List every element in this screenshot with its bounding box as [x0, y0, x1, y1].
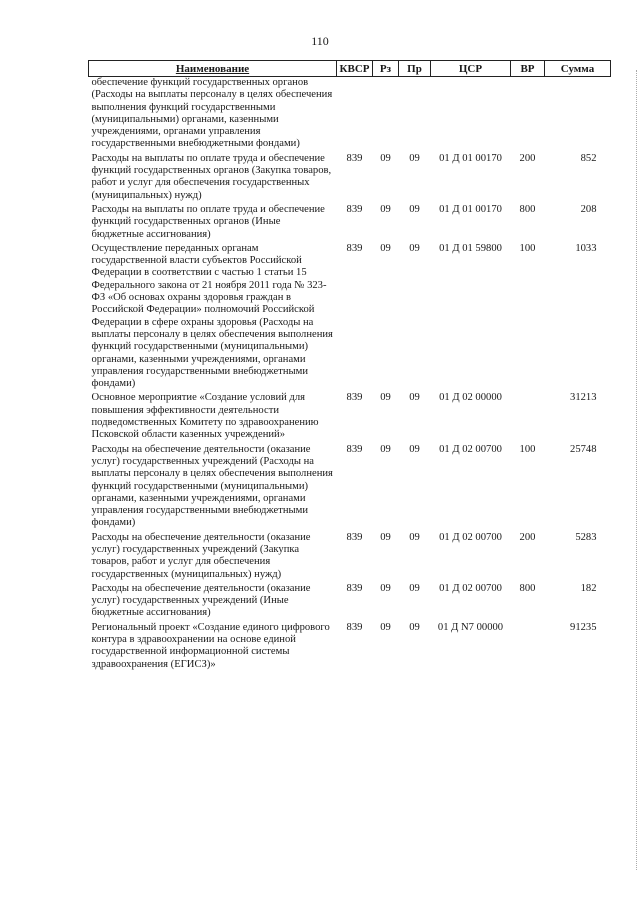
- cell-rz: 09: [380, 531, 391, 543]
- cell-rz: 09: [380, 392, 391, 404]
- cell-vr: 200: [519, 531, 536, 543]
- cell-kvsr: 839: [346, 531, 363, 543]
- cell-vr: 800: [519, 203, 536, 215]
- cell-vr: 800: [519, 582, 536, 594]
- budget-table: [88, 60, 611, 673]
- cell-name: Расходы на выплаты по оплате труда и обеспечение функций государственных органов (Иные бюджетные ассигнования): [91, 203, 325, 240]
- cell-pr: 09: [409, 392, 420, 404]
- cell-csr: 01 Д 01 59800: [439, 242, 502, 254]
- cell-name: Расходы на обеспечение деятельности (оказание услуг) государственных учреждений (Иные бюджетные ассигнования): [91, 582, 311, 619]
- cell-kvsr: 839: [346, 203, 363, 215]
- header-sum: Сумма: [545, 61, 611, 77]
- cell-pr: 09: [409, 531, 420, 543]
- table-row: [89, 583, 611, 622]
- cell-vr: 200: [519, 152, 536, 164]
- cell-sum: 5283: [575, 531, 597, 543]
- cell-csr: 01 Д N7 00000: [437, 621, 504, 633]
- header-pr: Пр: [399, 61, 431, 77]
- cell-name: Расходы на выплаты по оплате труда и обеспечение функций государственных органов (Закупка товаров, работ и услуг для обеспечения государственных (муниципальных) нужд): [91, 152, 332, 201]
- cell-kvsr: 839: [346, 621, 363, 633]
- header-rz: Рз: [373, 61, 399, 77]
- cell-kvsr: 839: [346, 582, 363, 594]
- table-row: [89, 77, 611, 153]
- cell-vr: 100: [519, 443, 536, 455]
- cell-csr: 01 Д 02 00700: [439, 582, 502, 594]
- table-row: [89, 243, 611, 393]
- cell-csr: 01 Д 01 00170: [439, 152, 502, 164]
- cell-sum: 208: [580, 203, 597, 215]
- cell-csr: 01 Д 02 00700: [439, 443, 502, 455]
- table-row: [89, 204, 611, 243]
- cell-name: Региональный проект «Создание единого цифрового контура в здравоохранении на основе единой государственной информационной системы здравоохранения (ЕГИСЗ)»: [91, 621, 330, 670]
- cell-rz: 09: [380, 582, 391, 594]
- table-row: [89, 392, 611, 443]
- cell-rz: 09: [380, 443, 391, 455]
- cell-csr: [431, 77, 511, 153]
- table-header-row: [89, 61, 611, 77]
- cell-kvsr: [337, 77, 373, 153]
- cell-kvsr: 839: [346, 443, 363, 455]
- cell-sum: 182: [580, 582, 597, 594]
- page-number: 110: [311, 34, 329, 48]
- cell-pr: 09: [409, 152, 420, 164]
- cell-vr: [511, 392, 545, 443]
- cell-csr: 01 Д 01 00170: [439, 203, 502, 215]
- cell-vr: [511, 77, 545, 153]
- header-kvsr: КВСР: [337, 61, 373, 77]
- cell-sum: [545, 77, 611, 153]
- cell-rz: [373, 77, 399, 153]
- cell-name: Расходы на обеспечение деятельности (оказание услуг) государственных учреждений (Расходы на выплаты персоналу в целях обеспечения выполнения функций государственными (муниципальными) органами, казенными учреждениями, органами управления государственными внебюджетными фондами): [91, 443, 333, 529]
- header-name: Наименование: [89, 61, 337, 77]
- cell-rz: 09: [380, 621, 391, 633]
- cell-name: Осуществление переданных органам государственной власти субъектов Российской Федерации в соответствии с частью 1 статьи 15 Федерального закона от 21 ноября 2011 года № 323-ФЗ «Об основах охраны здоровья граждан в Российской Федерации» полномочий Российской Федерации в сфере охраны здоровья (Расходы на выплаты персоналу в целях обеспечения выполнения функций государственными (муниципальными) органами, казенными учреждениями, органами управления государственными внебюджетными фондами): [91, 242, 333, 390]
- cell-name: Основное мероприятие «Создание условий для повышения эффективности деятельности подведомственных Комитету по здравоохранению Псковской области казенных учреждений»: [91, 392, 319, 441]
- cell-sum: 25748: [570, 443, 597, 455]
- cell-name: обеспечение функций государственных органов (Расходы на выплаты персоналу в целях обеспечения выполнения функций государственными (муниципальными) органами, казенными учреждениями, органами управления государственными внебюджетными фондами): [91, 77, 333, 150]
- header-csr: ЦСР: [431, 61, 511, 77]
- cell-pr: 09: [409, 582, 420, 594]
- cell-pr: 09: [409, 242, 420, 254]
- margin-dotted-line: [635, 70, 637, 870]
- cell-pr: 09: [409, 203, 420, 215]
- cell-sum: 31213: [570, 392, 597, 404]
- cell-rz: 09: [380, 203, 391, 215]
- header-vr: ВР: [511, 61, 545, 77]
- cell-name: Расходы на обеспечение деятельности (оказание услуг) государственных учреждений (Закупка товаров, работ и услуг для обеспечения государственных (муниципальных) нужд): [91, 531, 311, 580]
- cell-pr: [399, 77, 431, 153]
- cell-rz: 09: [380, 242, 391, 254]
- cell-kvsr: 839: [346, 242, 363, 254]
- cell-kvsr: 839: [346, 152, 363, 164]
- cell-sum: 1033: [575, 242, 597, 254]
- cell-csr: 01 Д 02 00000: [439, 392, 502, 404]
- table-row: [89, 153, 611, 204]
- cell-rz: 09: [380, 152, 391, 164]
- cell-pr: 09: [409, 443, 420, 455]
- cell-vr: 100: [519, 242, 536, 254]
- cell-kvsr: 839: [346, 392, 363, 404]
- cell-sum: 852: [580, 152, 597, 164]
- table-row: [89, 532, 611, 583]
- cell-pr: 09: [409, 621, 420, 633]
- cell-csr: 01 Д 02 00700: [439, 531, 502, 543]
- table-row: [89, 444, 611, 532]
- cell-sum: 91235: [570, 621, 597, 633]
- cell-vr: [511, 622, 545, 673]
- table-row: [89, 622, 611, 673]
